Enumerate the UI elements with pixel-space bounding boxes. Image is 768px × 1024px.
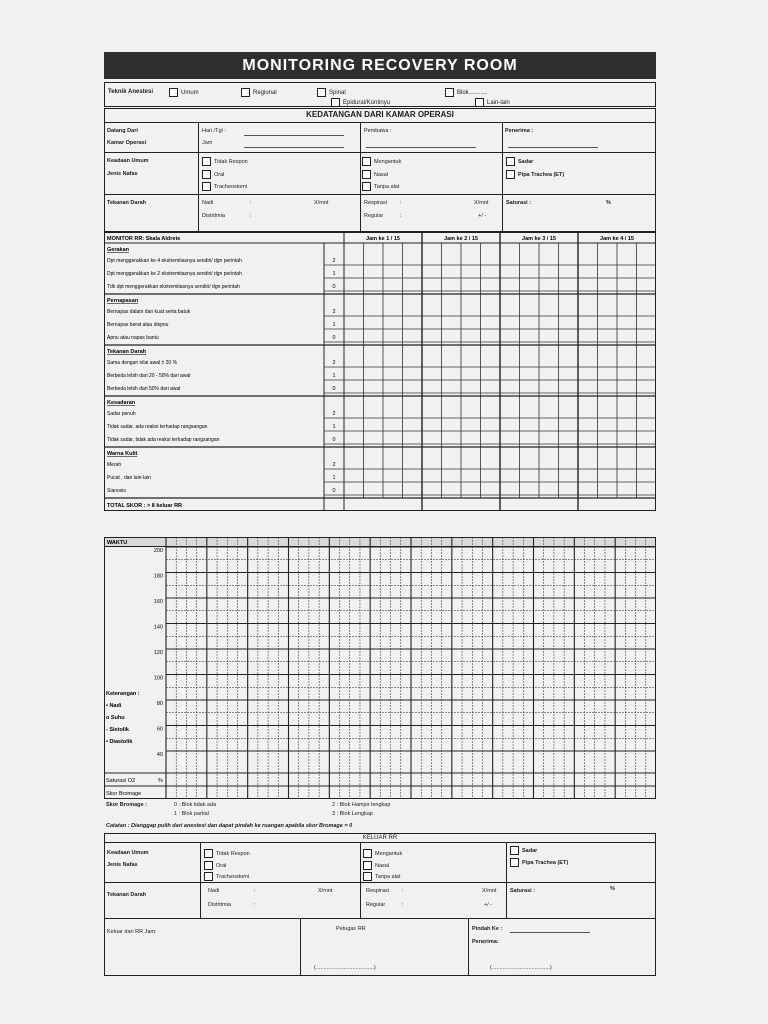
sadar-option[interactable]: Sadar xyxy=(506,157,533,166)
aldrete-item-score: 0 xyxy=(332,488,336,494)
aldrete-item-score: 1 xyxy=(332,271,336,277)
petugas-sign-line: (......................................) xyxy=(314,965,376,971)
keluar-oral-option[interactable]: Oral xyxy=(204,861,226,870)
aldrete-group-name: Kesadaran xyxy=(107,400,136,406)
keluar-mengantuk-option[interactable]: Mengantuk xyxy=(363,849,402,858)
aldrete-item-score: 1 xyxy=(332,424,336,430)
bromage-label: Skor Bromage : xyxy=(106,802,147,808)
legend-item: o Suhu xyxy=(106,715,125,721)
checkbox-icon[interactable] xyxy=(363,849,372,858)
anestesi-label: Teknik Anestesi xyxy=(108,89,154,95)
nasal-option[interactable]: Nasal xyxy=(362,170,388,179)
saturasi-unit: % xyxy=(606,200,611,206)
mengantuk-option[interactable]: Mengantuk xyxy=(362,157,401,166)
aldrete-group-name: Gerakan xyxy=(107,247,130,253)
anestesi-row xyxy=(104,82,656,107)
y-tick-label: 140 xyxy=(153,624,163,631)
keluar-regular-label: Regular xyxy=(366,902,386,908)
keluar-distritmia-label: Distritmia xyxy=(208,902,231,908)
aldrete-item-text: Tidak sadar, ada reaksi terhadap rangsangan xyxy=(107,424,208,430)
kamar-operasi-label: Kamar Operasi xyxy=(107,140,147,146)
checkbox-icon[interactable] xyxy=(445,88,454,97)
penerima-label: Penerima : xyxy=(505,128,534,134)
checkbox-icon[interactable] xyxy=(331,98,340,107)
checkbox-icon[interactable] xyxy=(202,170,211,179)
keterangan-label: Keterangan : xyxy=(106,691,140,697)
chart-border xyxy=(105,538,656,799)
aldrete-item-score: 2 xyxy=(332,309,336,315)
checkbox-icon[interactable] xyxy=(362,182,371,191)
y-tick-label: 80 xyxy=(156,701,163,707)
keluar-keadaan-umum-label: Keadaan Umum xyxy=(107,850,149,856)
aldrete-group-name: Tekanan Darah xyxy=(107,349,147,355)
checkbox-icon[interactable] xyxy=(506,157,515,166)
legend-item: • Nadi xyxy=(106,703,122,709)
keluar-regular-value: +/ - xyxy=(484,902,493,908)
anestesi-lain[interactable]: Lain-lain xyxy=(475,98,510,107)
y-tick-label: 180 xyxy=(153,573,163,580)
bromage-2: 2 : Blok Hampir lengkap xyxy=(332,802,391,808)
aldrete-item-text: Tidak sadar, tidak ada reaksi terhadap rangsangan xyxy=(107,437,220,443)
aldrete-item-text: Sadar penuh xyxy=(107,411,136,417)
keluar-saturasi-unit: % xyxy=(610,886,615,892)
checkbox-icon[interactable] xyxy=(204,872,213,881)
skor-bromage-row-label: Skor Bromage xyxy=(106,791,142,797)
aldrete-group-name: Warna Kulit xyxy=(107,451,138,457)
jam-label: Jam xyxy=(202,140,213,146)
bromage-3: 3 : Blok Lengkap xyxy=(332,811,373,817)
checkbox-icon[interactable] xyxy=(202,157,211,166)
checkbox-icon[interactable] xyxy=(510,846,519,855)
checkbox-icon[interactable] xyxy=(363,872,372,881)
keluar-pipa-trachea-option[interactable]: Pipa Trachea (ET) xyxy=(510,858,568,867)
aldrete-item-score: 2 xyxy=(332,411,336,417)
checkbox-icon[interactable] xyxy=(362,170,371,179)
vital-chart xyxy=(104,537,656,799)
checkbox-icon[interactable] xyxy=(510,858,519,867)
kedatangan-title: KEDATANGAN DARI KAMAR OPERASI xyxy=(306,110,454,119)
tanpa-alat-option[interactable]: Tanpa alat xyxy=(362,182,399,191)
keluar-nasal-option[interactable]: Nasal xyxy=(363,861,389,870)
keluar-nadi-unit: X/mnt xyxy=(318,888,333,894)
checkbox-icon[interactable] xyxy=(317,88,326,97)
tidak-respon-option[interactable]: Tidak Respon xyxy=(202,157,248,166)
respirasi-label: Respirasi xyxy=(364,200,387,206)
checkbox-icon[interactable] xyxy=(506,170,515,179)
keluar-tanpa-alat-option[interactable]: Tanpa alat xyxy=(363,872,400,881)
distritmia-label: Distritmia xyxy=(202,213,225,219)
y-tick-label: 60 xyxy=(156,726,163,733)
aldrete-item-score: 0 xyxy=(332,284,336,290)
anestesi-regional[interactable]: Regional xyxy=(241,88,277,97)
pipa-trachea-option[interactable]: Pipa Trachea (ET) xyxy=(506,170,564,179)
legend-item: - Sistolik xyxy=(106,727,129,733)
hari-tgl-label: Hari /Tgl : xyxy=(202,128,226,134)
aldrete-item-score: 0 xyxy=(332,335,336,341)
aldrete-item-text: Bernapas berat atau dispnu xyxy=(107,322,169,328)
tekanan-darah-label: Tekanan Darah xyxy=(107,200,147,206)
aldrete-item-text: Berbeda lebih dari 20 - 50% dari awal xyxy=(107,373,191,379)
keluar-jenis-nafas-label: Jenis Nafas xyxy=(107,862,138,868)
aldrete-item-text: Sama dengan nilai awal ± 20 % xyxy=(107,360,178,366)
keluar-saturasi-label: Saturasi : xyxy=(510,888,536,894)
keluar-respirasi-label: Respirasi xyxy=(366,888,389,894)
aldrete-item-text: Dpt menggerakkan ke 4 ekstremitasnya sendiri/ dgn perintah xyxy=(107,258,242,264)
jam-header: Jam ke 2 / 15 xyxy=(444,236,478,242)
aldrete-item-text: Berbeda lebih dari 50% dari awal xyxy=(107,386,181,392)
checkbox-icon[interactable] xyxy=(362,157,371,166)
aldrete-item-score: 0 xyxy=(332,386,336,392)
aldrete-item-score: 2 xyxy=(332,360,336,366)
jam-header: Jam ke 4 / 15 xyxy=(600,236,634,242)
checkbox-icon[interactable] xyxy=(204,861,213,870)
respirasi-unit: X/mnt xyxy=(474,200,489,206)
aldrete-item-text: Bernapas dalam dan kuat serta batuk xyxy=(107,309,191,315)
keluar-respirasi-unit: X/mnt xyxy=(482,888,497,894)
form-title: MONITORING RECOVERY ROOM xyxy=(104,52,656,79)
anestesi-umum[interactable]: Umum xyxy=(169,88,199,97)
legend-item: • Diastolik xyxy=(106,739,133,745)
y-tick-label: 160 xyxy=(153,599,163,605)
saturasi-label: Saturasi : xyxy=(506,200,532,206)
waktu-label: WAKTU xyxy=(107,540,128,546)
aldrete-item-score: 1 xyxy=(332,475,336,481)
saturasi-unit: % xyxy=(158,778,163,784)
keluar-tracheostomi-option[interactable]: Tracheostomi xyxy=(204,872,249,881)
aldrete-item-score: 0 xyxy=(332,437,336,443)
checkbox-icon[interactable] xyxy=(241,88,250,97)
keluar-sadar-option[interactable]: Sadar xyxy=(510,846,537,855)
keluar-nadi-label: Nadi xyxy=(208,888,220,894)
aldrete-item-text: Apnu atau napas bantu xyxy=(107,335,159,341)
jam-header: Jam ke 1 / 15 xyxy=(366,236,400,242)
keluar-title: KELUAR RR xyxy=(362,835,398,841)
anestesi-blok[interactable]: Blok........... xyxy=(445,88,487,97)
pindah-ke-label: Pindah Ke : xyxy=(472,926,503,932)
anestesi-spinal[interactable]: Spinal xyxy=(317,88,346,97)
waktu-bar xyxy=(105,538,656,547)
y-tick-label: 40 xyxy=(156,752,163,758)
keluar-tidak-respon-option[interactable]: Tidak Respon xyxy=(204,849,250,858)
regular-value: +/ - xyxy=(478,213,487,219)
aldrete-header: MONITOR RR: Skala Aldrete xyxy=(107,236,181,242)
pembawa-label: Pembawa : xyxy=(364,128,392,134)
aldrete-item-text: Tdk dpt menggerakkan ekstremitasnya sendiri/ dgn perintah xyxy=(107,284,240,290)
petugas-rr-label: Petugas RR xyxy=(336,926,366,932)
bromage-1: 1 : Blok partial xyxy=(174,811,209,817)
recovery-room-form: MONITORING RECOVERY ROOM Teknik Anestesi Umum Regional Spinal Blok........... Epidural/Kontinyu Lain-lain KEDATANGAN DARI KAMAR OPERASI Datang Dari Kamar Operasi Hari /Tgl : Jam Pembawa : Penerima : Keadaan Umum Jenis Nafas Tidak Respon Oral Tracheostomi Mengantuk Nasal Tanpa alat Sadar Pipa Trachea (ET) Tekanan Darah Nadi : X/mnt Distritmia : Respirasi : X/mnt Regular : +/ - Saturasi : % MONITOR RR: Skala Aldrete Jam ke 1 / 15 Jam ke 2 / 15 Jam ke 3 / 15 Jam ke 4 / 15 Gerakan Dpt menggerakkan ke 4 ekstremitasnya sendiri/ dgn perintah 2 Dpt menggerakkan ke 2 ekstremitasnya sendiri/ dgn perintah 1 Tdk dpt menggerakkan ekstremitasnya sendiri/ dgn perintah 0 Pernapasan Bernapas dalam dan kuat serta batuk 2 Bernapas berat atau dispnu 1 Apnu atau napas bantu 0 Tekanan Darah Sama dengan nilai awal ± 20 % 2 Berbeda lebih dari 20 - 50% dari awal 1 Berbeda lebih dari 50% dari awal 0 Kesadaran Sadar penuh 2 Tidak sadar, ada reaksi terhadap rangsangan 1 Tidak sadar, tidak ada reaksi terhadap rangsangan 0 Warna Kulit Merah 2 Pucat , dan lain-lain 1 Sianosis 0 TOTAL SKOR : > 8 keluar RR WAKTU 200 180 160 140 120 100 80 60 40 Keterangan : • Nadi o Suhu - Sistolik • Diastolik Saturasi O2 % Skor Bromage Skor Bromage : 0 : Blok tidak ada 1 : Blok partial 2 : Blok Hampir lengkap 3 : Blok Lengkap Catatan : Dianggap pulih dari anestesi dan dapat pindah ke ruangan apabila skor Bromage = 0 KELUAR RR Keadaan Umum Jenis Nafas Tidak Respon Oral Tracheostomi Mengantuk Nasal Tanpa alat Sadar Pipa Trachea (ET) Tekanan Darah Nadi : X/mnt Distritmia : Respirasi : X/mnt Regular : +/ - Saturasi : % Keluar dari RR Jam: Petugas RR (......................................) Pindah Ke : Penerima: (......................................) xyxy=(104,52,656,976)
saturasi-o2-label: Saturasi O2 xyxy=(106,778,136,784)
anestesi-epidural[interactable]: Epidural/Kontinyu xyxy=(331,98,390,107)
checkbox-icon[interactable] xyxy=(204,849,213,858)
aldrete-table xyxy=(104,232,656,520)
jam-header: Jam ke 3 / 15 xyxy=(522,236,556,242)
datang-dari-label: Datang Dari xyxy=(107,128,138,134)
y-tick-label: 100 xyxy=(153,675,163,682)
aldrete-item-text: Pucat , dan lain-lain xyxy=(107,475,151,481)
keluar-penerima-label: Penerima: xyxy=(472,939,499,945)
checkbox-icon[interactable] xyxy=(363,861,372,870)
aldrete-item-text: Sianosis xyxy=(107,488,126,494)
regular-label: Regular xyxy=(364,213,384,219)
jenis-nafas-label: Jenis Nafas xyxy=(107,171,138,177)
catatan-note: Catatan : Dianggap pulih dari anestesi dan dapat pindah ke ruangan apabila skor Bromage = 0 xyxy=(106,823,353,829)
keadaan-umum-label: Keadaan Umum xyxy=(107,158,149,164)
aldrete-item-text: Dpt menggerakkan ke 2 ekstremitasnya sendiri/ dgn perintah xyxy=(107,271,242,277)
aldrete-item-score: 1 xyxy=(332,322,336,328)
checkbox-icon[interactable] xyxy=(202,182,211,191)
nadi-unit: X/mnt xyxy=(314,200,329,206)
aldrete-group-name: Pernapasan xyxy=(107,298,139,304)
y-tick-label: 200 xyxy=(153,548,163,554)
bromage-0: 0 : Blok tidak ada xyxy=(174,802,217,808)
checkbox-icon[interactable] xyxy=(475,98,484,107)
aldrete-item-score: 2 xyxy=(332,462,336,468)
checkbox-icon[interactable] xyxy=(169,88,178,97)
keluar-tekanan-darah-label: Tekanan Darah xyxy=(107,892,147,898)
total-skor: TOTAL SKOR : > 8 keluar RR xyxy=(107,503,183,509)
aldrete-item-text: Merah xyxy=(107,462,122,468)
oral-option[interactable]: Oral xyxy=(202,170,224,179)
y-tick-label: 120 xyxy=(153,650,163,656)
penerima-sign-line: (......................................) xyxy=(490,965,552,971)
nadi-label: Nadi xyxy=(202,200,214,206)
aldrete-item-score: 1 xyxy=(332,373,336,379)
keluar-jam-label: Keluar dari RR Jam: xyxy=(107,929,157,935)
aldrete-item-score: 2 xyxy=(332,258,336,264)
tracheostomi-option[interactable]: Tracheostomi xyxy=(202,182,247,191)
